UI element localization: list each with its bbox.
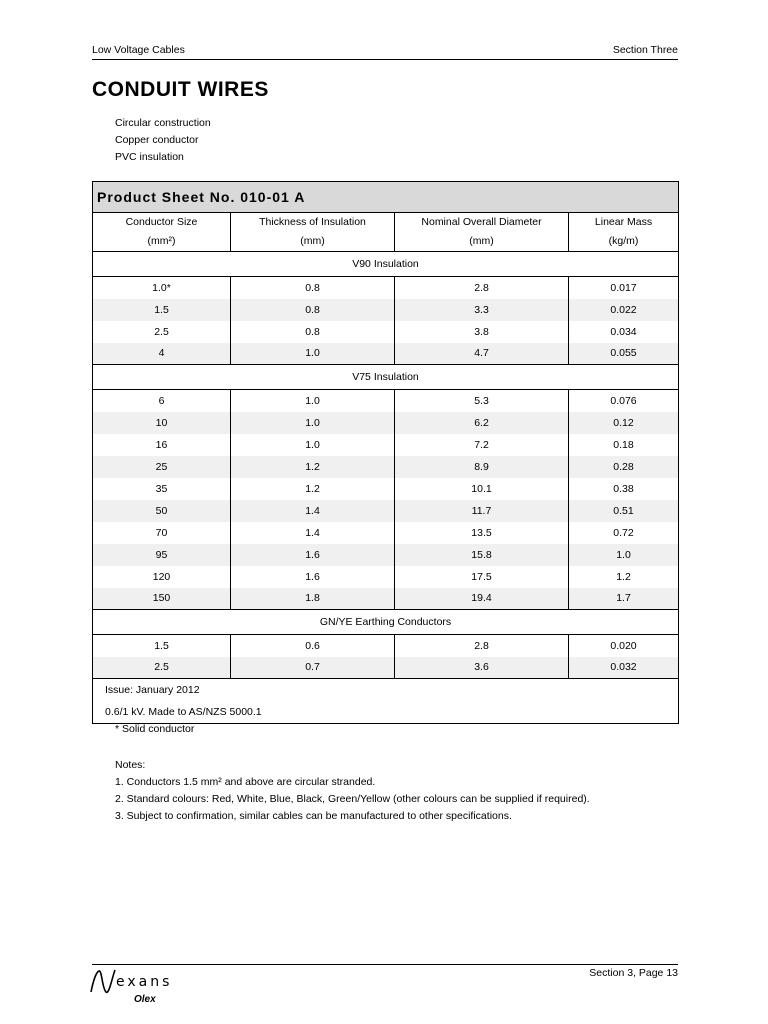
- column-header-linear-mass: Linear Mass (kg/m): [569, 213, 679, 252]
- table-cell: 6: [93, 390, 231, 412]
- table-cell: 11.7: [395, 500, 569, 522]
- table-cell: 1.2: [231, 456, 395, 478]
- feature-item: Circular construction: [115, 117, 211, 129]
- feature-item: Copper conductor: [115, 134, 199, 146]
- table-cell: 1.4: [231, 522, 395, 544]
- table-cell: 2.5: [93, 321, 231, 343]
- table-cell: 13.5: [395, 522, 569, 544]
- table-cell: 1.8: [231, 588, 395, 610]
- issue-info: [93, 679, 679, 724]
- table-cell: 16: [93, 434, 231, 456]
- section-label: V75 Insulation: [93, 365, 679, 390]
- table-cell: 1.6: [231, 544, 395, 566]
- table-cell: 4: [93, 343, 231, 365]
- table-cell: 0.032: [569, 657, 679, 679]
- table-cell: 3.6: [395, 657, 569, 679]
- table-cell: 3.3: [395, 299, 569, 321]
- page-number: Section 3, Page 13: [589, 967, 678, 979]
- table-cell: 2.8: [395, 635, 569, 657]
- table-cell: 0.055: [569, 343, 679, 365]
- table-cell: 0.72: [569, 522, 679, 544]
- table-cell: 2.5: [93, 657, 231, 679]
- table-cell: 95: [93, 544, 231, 566]
- table-cell: 0.6: [231, 635, 395, 657]
- note-item: 3. Subject to confirmation, similar cables can be manufactured to other specifications.: [115, 810, 512, 822]
- table-cell: 0.8: [231, 321, 395, 343]
- table-cell: 1.0*: [93, 277, 231, 299]
- page-title: CONDUIT WIRES: [92, 78, 269, 101]
- table-row: [93, 522, 679, 544]
- table-row: [93, 566, 679, 588]
- product-sheet-title: Product Sheet No. 010-01 A: [93, 182, 679, 213]
- table-row: [93, 390, 679, 412]
- table-cell: 50: [93, 500, 231, 522]
- table-row: [93, 657, 679, 679]
- table-cell: 0.12: [569, 412, 679, 434]
- table-cell: 4.7: [395, 343, 569, 365]
- table-cell: 1.0: [569, 544, 679, 566]
- table-row: [93, 456, 679, 478]
- header-right: Section Three: [612, 44, 678, 56]
- column-header-insulation-thickness: Thickness of Insulation (mm): [231, 213, 395, 252]
- table-cell: 0.7: [231, 657, 395, 679]
- table-row: [93, 434, 679, 456]
- table-row: [93, 412, 679, 434]
- table-cell: 10: [93, 412, 231, 434]
- table-row: [93, 299, 679, 321]
- running-header: [92, 44, 678, 60]
- table-cell: 1.0: [231, 343, 395, 365]
- table-row: [93, 321, 679, 343]
- table-cell: 0.022: [569, 299, 679, 321]
- logo-brand: exans: [116, 974, 173, 990]
- nexans-olex-logo: [88, 966, 198, 1010]
- feature-list: [115, 115, 211, 166]
- table-cell: 5.3: [395, 390, 569, 412]
- table-cell: 0.51: [569, 500, 679, 522]
- table-cell: 1.4: [231, 500, 395, 522]
- table-cell: 0.8: [231, 299, 395, 321]
- table-cell: 120: [93, 566, 231, 588]
- table-cell: 19.4: [395, 588, 569, 610]
- table-cell: 0.28: [569, 456, 679, 478]
- table-row: [93, 500, 679, 522]
- table-cell: 17.5: [395, 566, 569, 588]
- table-cell: 1.2: [569, 566, 679, 588]
- table-row: [93, 343, 679, 365]
- table-cell: 7.2: [395, 434, 569, 456]
- footer-rule: [92, 964, 678, 965]
- table-cell: 1.0: [231, 434, 395, 456]
- table-row: [93, 277, 679, 299]
- table-cell: 0.017: [569, 277, 679, 299]
- nexans-n-icon: [88, 966, 118, 998]
- table-cell: 0.8: [231, 277, 395, 299]
- logo-sub: Olex: [134, 994, 156, 1005]
- table-cell: 1.2: [231, 478, 395, 500]
- table-row: [93, 588, 679, 610]
- product-sheet-table: [92, 181, 679, 724]
- section-label: V90 Insulation: [93, 252, 679, 277]
- table-cell: 3.8: [395, 321, 569, 343]
- column-header-conductor-size: Conductor Size (mm²): [93, 213, 231, 252]
- header-left: Low Voltage Cables: [92, 44, 185, 56]
- footnote: * Solid conductor: [115, 723, 195, 735]
- table-cell: 2.8: [395, 277, 569, 299]
- table-cell: 1.7: [569, 588, 679, 610]
- notes: [115, 757, 590, 825]
- table-cell: 15.8: [395, 544, 569, 566]
- table-cell: 0.034: [569, 321, 679, 343]
- table-cell: 150: [93, 588, 231, 610]
- table-row: [93, 478, 679, 500]
- table-cell: 0.076: [569, 390, 679, 412]
- table-cell: 25: [93, 456, 231, 478]
- table-row: [93, 635, 679, 657]
- feature-item: PVC insulation: [115, 151, 184, 163]
- note-item: 1. Conductors 1.5 mm² and above are circular stranded.: [115, 776, 376, 788]
- table-cell: 6.2: [395, 412, 569, 434]
- section-label: GN/YE Earthing Conductors: [93, 610, 679, 635]
- column-header-overall-diameter: Nominal Overall Diameter (mm): [395, 213, 569, 252]
- table-row: [93, 544, 679, 566]
- notes-heading: Notes:: [115, 759, 146, 771]
- table-cell: 1.0: [231, 412, 395, 434]
- table-cell: 1.5: [93, 299, 231, 321]
- table-cell: 0.38: [569, 478, 679, 500]
- issue-date: Issue: January 2012: [105, 684, 200, 696]
- note-item: 2. Standard colours: Red, White, Blue, Black, Green/Yellow (other colours can be supplied if required).: [115, 793, 590, 805]
- table-cell: 0.18: [569, 434, 679, 456]
- table-cell: 8.9: [395, 456, 569, 478]
- table-cell: 70: [93, 522, 231, 544]
- table-cell: 1.6: [231, 566, 395, 588]
- table-cell: 1.0: [231, 390, 395, 412]
- table-cell: 1.5: [93, 635, 231, 657]
- voltage-standard: 0.6/1 kV. Made to AS/NZS 5000.1: [105, 706, 262, 718]
- table-cell: 10.1: [395, 478, 569, 500]
- table-cell: 0.020: [569, 635, 679, 657]
- table-cell: 35: [93, 478, 231, 500]
